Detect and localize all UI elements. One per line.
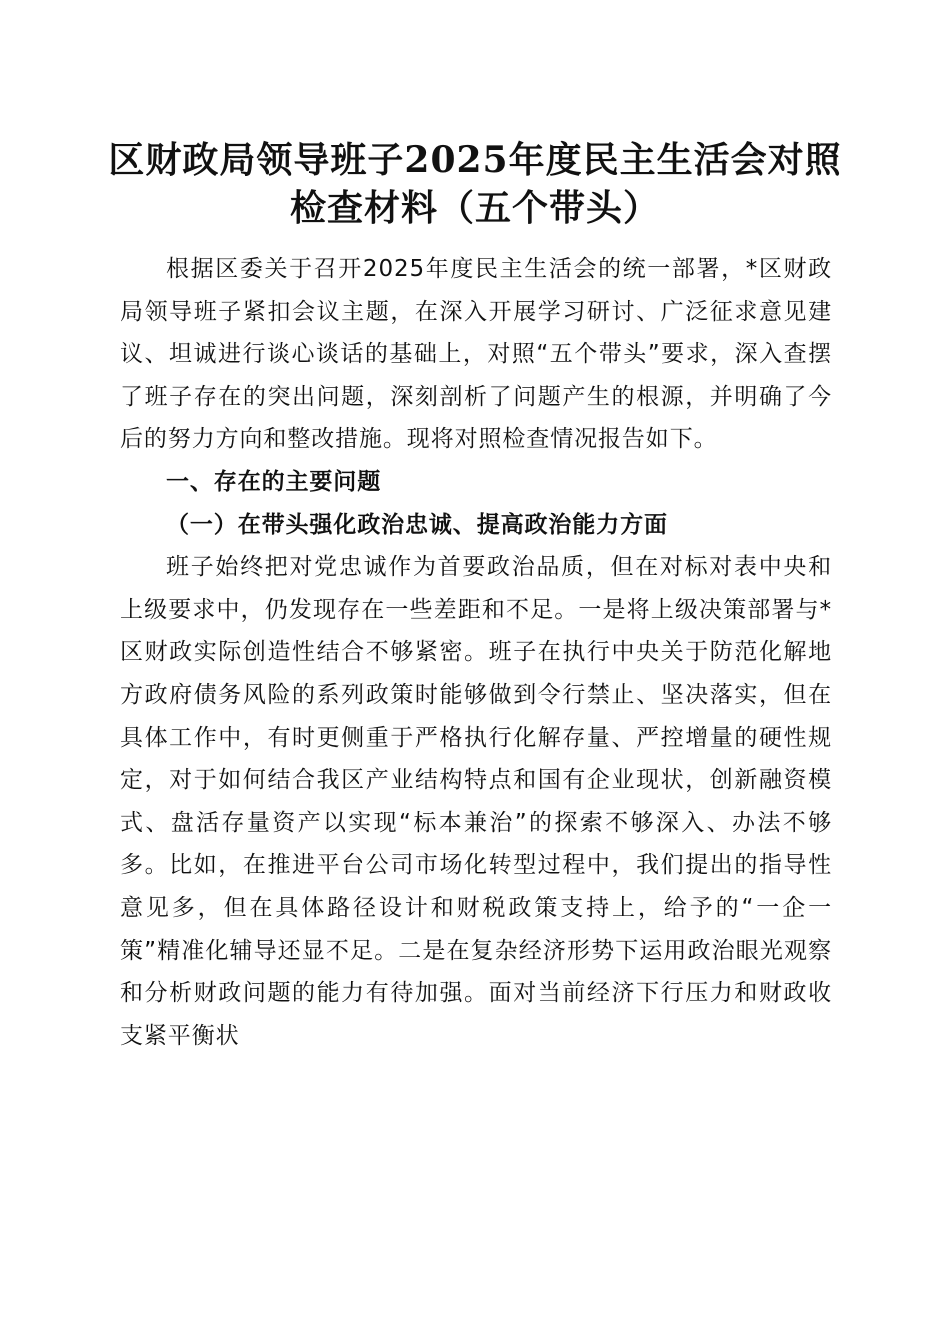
- title-line-1: 区财政局领导班子2025年度民主生活会对照: [108, 139, 842, 181]
- document-body: [120, 248, 832, 1057]
- intro-paragraph: 根据区委关于召开2025年度民主生活会的统一部署，*区财政局领导班子紧扣会议主题，在深入开展学习研讨、广泛征求意见建议、坦诚进行谈心谈话的基础上，对照“五个带头”要求，深入查摆了班子存在的突出问题，深刻剖析了问题产生的根源，并明确了今后的努力方向和整改措施。现将对照检查情况报告如下。: [120, 256, 832, 453]
- document-title: [100, 136, 850, 232]
- subsection-paragraph: 班子始终把对党忠诚作为首要政治品质，但在对标对表中央和上级要求中，仍发现存在一些差距和不足。一是将上级决策部署与*区财政实际创造性结合不够紧密。班子在执行中央关于防范化解地方政府债务风险的系列政策时能够做到令行禁止、坚决落实，但在具体工作中，有时更侧重于严格执行化解存量、严控增量的硬性规定，对于如何结合我区产业结构特点和国有企业现状，创新融资模式、盘活存量资产以实现“标本兼治”的探索不够深入、办法不够多。比如，在推进平台公司市场化转型过程中，我们提出的指导性意见多，但在具体路径设计和财税政策支持上，给予的“一企一策”精准化辅导还显不足。二是在复杂经济形势下运用政治眼光观察和分析财政问题的能力有待加强。面对当前经济下行压力和财政收支紧平衡状: [120, 554, 832, 1049]
- subsection-heading-political-loyalty: （一）在带头强化政治忠诚、提高政治能力方面: [166, 511, 668, 538]
- section-heading-problems: 一、存在的主要问题: [166, 468, 382, 495]
- title-line-2: 检查材料（五个带头）: [289, 187, 660, 229]
